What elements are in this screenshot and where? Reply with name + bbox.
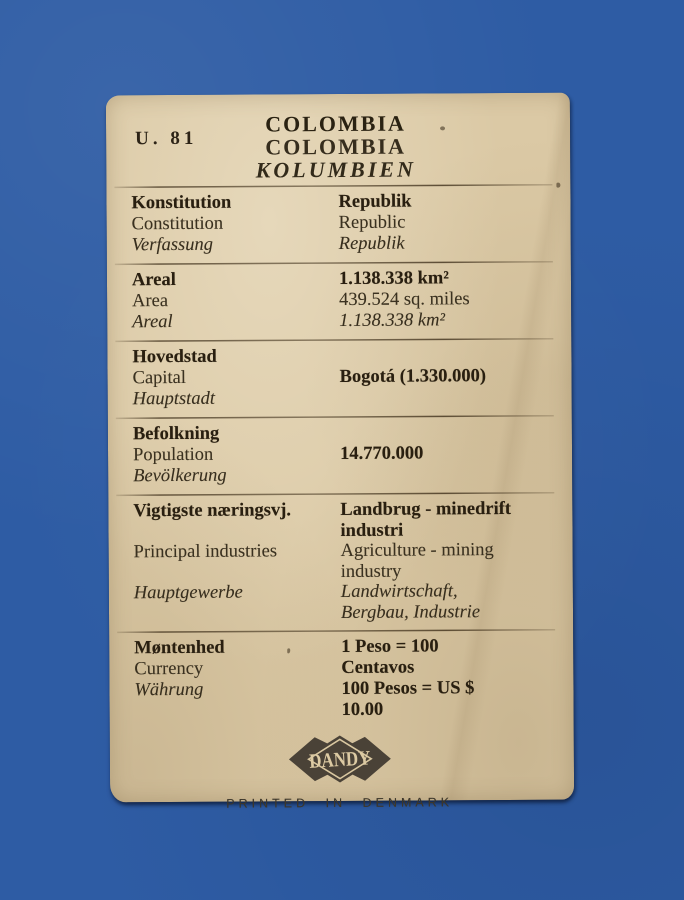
value-german: Republik [338, 233, 405, 255]
label-german: Hauptgewerbe [133, 582, 243, 604]
row-labels [132, 269, 339, 333]
industries-german [134, 581, 557, 625]
card-code: U. 81 [135, 127, 198, 150]
value-capital: Bogotá (1.330.000) [339, 366, 487, 388]
info-row-currency [134, 631, 558, 727]
label-english: Constitution [131, 213, 224, 235]
value-danish: Republik [338, 191, 412, 213]
row-values [338, 191, 554, 255]
label-german: Verfassung [131, 234, 214, 256]
industries-danish [133, 499, 556, 543]
title-german: KOLUMBIEN [255, 156, 417, 183]
value-english: Republic [338, 212, 406, 234]
info-row-constitution [131, 186, 554, 261]
row-labels [134, 637, 342, 722]
title-danish: COLOMBIA [265, 110, 406, 137]
trading-card-back [106, 93, 574, 811]
label-danish: Konstitution [131, 192, 232, 214]
label-english: Capital [132, 367, 187, 389]
label-english: Currency [134, 658, 204, 680]
row-labels [131, 192, 338, 256]
paper-speck [556, 183, 560, 188]
logo-text: DANDY [308, 746, 383, 773]
row-labels [134, 541, 341, 583]
row-values [339, 345, 555, 409]
label-danish: Møntenhed [134, 637, 225, 659]
label-german: Hauptstadt [132, 388, 215, 410]
value-line: industry [340, 561, 402, 582]
label-danish: Areal [131, 270, 176, 291]
label-english: Population [132, 444, 214, 466]
dandy-logo [135, 729, 544, 794]
label-german: Areal [132, 312, 173, 333]
label-german: Bevölkerung [133, 465, 227, 487]
label-danish: Vigtigste næringsvj. [133, 500, 292, 522]
dandy-logo-svg [278, 730, 400, 789]
card-header [131, 111, 554, 184]
value-line: Agriculture - mining [340, 540, 494, 561]
row-labels [133, 423, 340, 487]
row-values [340, 422, 556, 486]
info-row-capital [132, 340, 555, 415]
row-values [341, 540, 557, 582]
info-row-population [133, 417, 556, 492]
label-german: Währung [134, 679, 204, 701]
value-line: industri [340, 520, 404, 541]
value-line: 100 Pesos = US $ [341, 678, 475, 699]
label-english: Principal industries [133, 541, 278, 563]
row-values [340, 499, 556, 541]
label-english: Area [132, 291, 169, 312]
value-line: 1 Peso = 100 [341, 636, 439, 657]
title-english: COLOMBIA [265, 133, 407, 160]
value-population: 14.770.000 [339, 443, 424, 464]
label-danish: Hovedstad [132, 346, 217, 368]
value-line: Bergbau, Industrie [340, 601, 481, 623]
row-labels [132, 346, 339, 410]
row-values [341, 581, 557, 623]
value-line: 10.00 [341, 699, 384, 720]
value-danish: 1.138.338 km² [338, 268, 449, 290]
value-english: 439.524 sq. miles [339, 289, 470, 311]
value-german: 1.138.338 km² [339, 310, 446, 332]
row-labels [133, 500, 340, 542]
value-line: Centavos [341, 657, 415, 678]
row-values [341, 636, 558, 721]
value-line: Landwirtschaft, [340, 581, 458, 602]
info-row-industries [133, 494, 557, 629]
value-line: Landbrug - minedrift [340, 498, 512, 520]
label-danish: Befolkning [132, 423, 220, 445]
row-labels [134, 582, 341, 624]
printed-in-denmark-text: PRINTED IN DENMARK [226, 795, 454, 811]
industries-english [134, 540, 557, 584]
info-row-area [132, 263, 555, 338]
row-values [339, 268, 555, 332]
